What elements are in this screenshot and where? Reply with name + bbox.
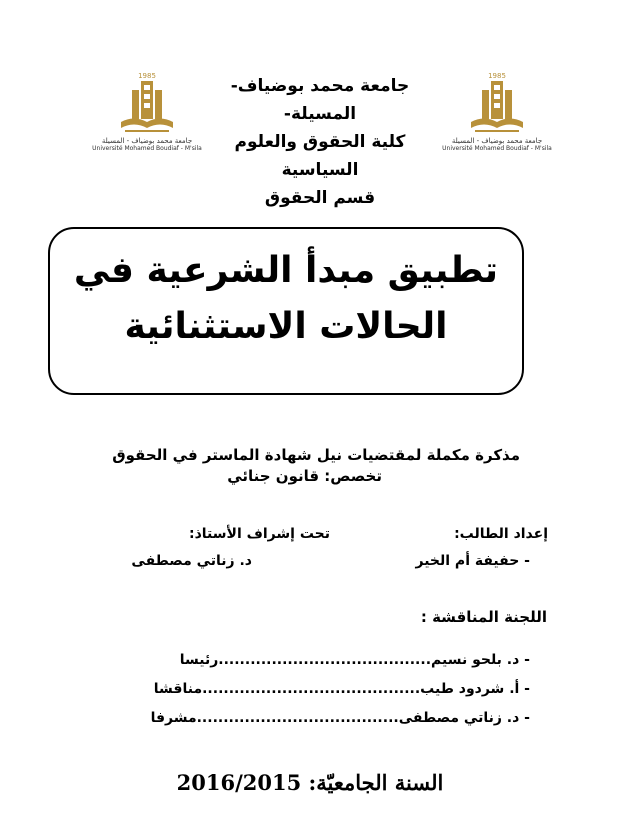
university-emblem-icon	[467, 70, 527, 136]
jury-label: اللجنة المناقشة :	[420, 608, 547, 626]
jury-member-1	[180, 652, 530, 668]
jury-member-role: مشرفا	[150, 710, 197, 726]
logo-caption-french: Université Mohamed Boudiaf - M'sila	[442, 145, 552, 152]
thesis-title-line-1: تطبيق مبدأ الشرعية في	[73, 250, 499, 291]
jury-member-role: مناقشا	[153, 681, 203, 697]
jury-member-name: - د. زناتي مصطفى	[398, 710, 530, 726]
university-logo-right	[438, 70, 556, 160]
logo-caption-french: Université Mohamed Boudiaf - M'sila	[92, 145, 202, 152]
jury-member-name: - أ. شردود طيب	[420, 681, 530, 697]
university-emblem-icon	[117, 70, 177, 136]
jury-member-2	[154, 681, 530, 697]
svg-text:1985: 1985	[138, 72, 156, 80]
jury-member-role: رئيسا	[179, 652, 219, 668]
title-frame	[48, 227, 524, 395]
thesis-title	[50, 243, 522, 355]
logo-caption-arabic: جامعة محمد بوضياف - المسيلة	[101, 137, 193, 145]
svg-text:1985: 1985	[488, 72, 506, 80]
jury-member-3	[151, 710, 530, 726]
university-logo-left	[88, 70, 206, 160]
faculty-name: كلية الحقوق والعلوم السياسية	[234, 132, 406, 180]
university-name: جامعة محمد بوضياف-المسيلة-	[230, 76, 410, 124]
institution-header	[205, 72, 435, 212]
jury-member-name: - د. بلحو نسيم	[431, 652, 530, 668]
thesis-title-line-2: الحالات الاستثنائية	[124, 306, 448, 347]
memo-specialty: تخصص: قانون جنائي	[227, 467, 382, 485]
supervisor-name: د. زناتي مصطفى	[131, 553, 252, 569]
logo-caption-arabic: جامعة محمد بوضياف - المسيلة	[451, 137, 543, 145]
jury-dots: ........................................	[218, 652, 432, 668]
jury-dots: .........................................	[202, 681, 421, 697]
memo-description	[112, 445, 520, 487]
department-name: قسم الحقوق	[264, 188, 376, 208]
student-name: - حفيفة أم الخير	[415, 553, 530, 569]
memo-purpose: مذكرة مكملة لمقتضيات نيل شهادة الماستر في الحقوق	[112, 446, 520, 464]
jury-dots: ......................................	[196, 710, 399, 726]
supervisor-label: تحت إشراف الأستاذ:	[189, 526, 330, 542]
academic-year: السنة الجامعيّة: 2016/2015	[176, 770, 444, 795]
student-label: إعداد الطالب:	[454, 526, 548, 542]
